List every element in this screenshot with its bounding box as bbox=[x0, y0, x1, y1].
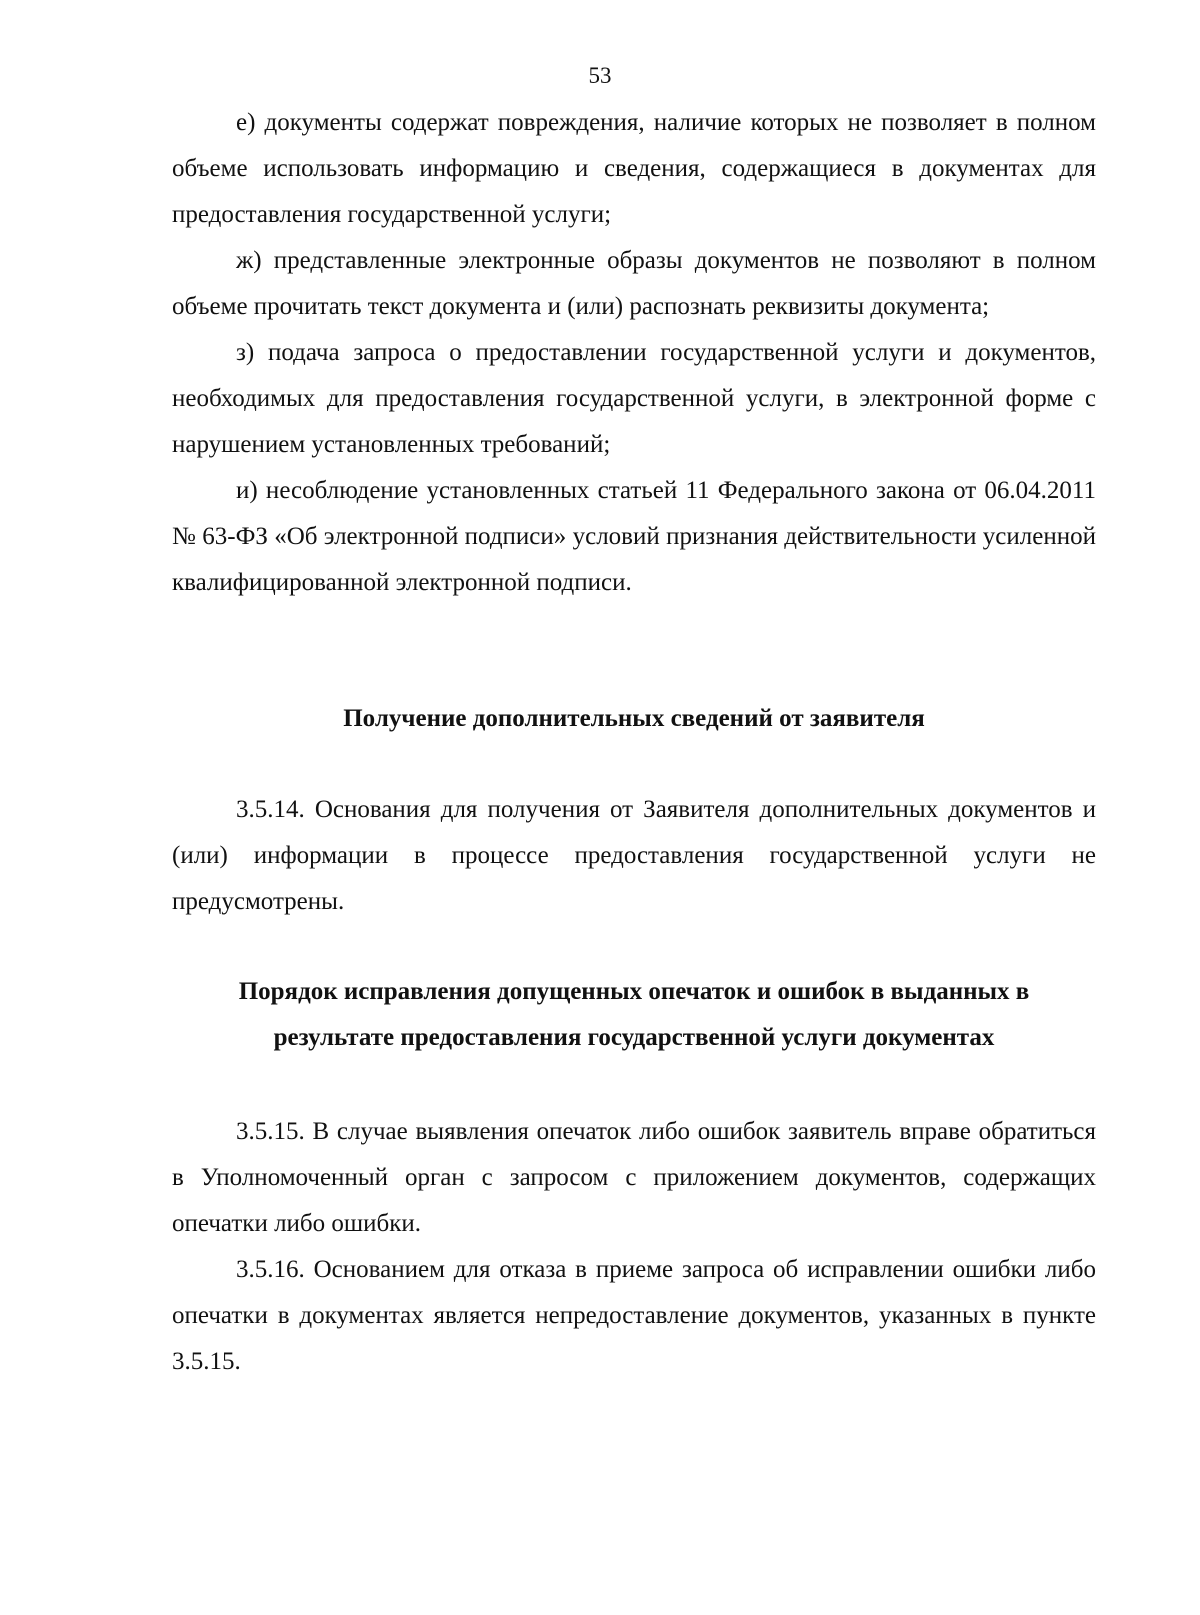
paragraph-3-5-14: 3.5.14. Основания для получения от Заявителя дополнительных документов и (или) информации в процессе предоставления государственной услуги не предусмотрены. bbox=[172, 796, 1096, 915]
paragraph-item-i: и) несоблюдение установленных статьей 11 Федерального закона от 06.04.2011 № 63-ФЗ «Об электронной подписи» условий признания действительности усиленной квалифицированной электронной подписи. bbox=[172, 477, 1096, 596]
section-additional-info-body bbox=[172, 787, 1096, 925]
paragraph-3-5-16: 3.5.16. Основанием для отказа в приеме запроса об исправлении ошибки либо опечатки в документах является непредоставление документов, указанных в пункте 3.5.15. bbox=[172, 1256, 1096, 1375]
paragraph-item-e: е) документы содержат повреждения, наличие которых не позволяет в полном объеме использовать информацию и сведения, содержащиеся в документах для предоставления государственной услуги; bbox=[172, 109, 1096, 228]
section-heading-corrections-line-1: Порядок исправления допущенных опечаток и ошибок в выданных в bbox=[238, 978, 1030, 1005]
section-heading-corrections bbox=[172, 969, 1096, 1061]
section-heading-additional-info: Получение дополнительных сведений от заявителя bbox=[343, 705, 925, 732]
paragraph-item-z: з) подача запроса о предоставлении государственной услуги и документов, необходимых для предоставления государственной услуги, в электронной форме с нарушением установленных требований; bbox=[172, 339, 1096, 458]
section-heading-corrections-line-2: результате предоставления государственной услуги документах bbox=[273, 1024, 995, 1051]
page-number: 53 bbox=[588, 63, 612, 88]
reasons-list bbox=[172, 100, 1096, 606]
section-corrections-body bbox=[172, 1109, 1096, 1385]
paragraph-3-5-15: 3.5.15. В случае выявления опечаток либо ошибок заявитель вправе обратиться в Уполномоченный орган с запросом с приложением документов, содержащих опечатки либо ошибки. bbox=[172, 1118, 1096, 1237]
paragraph-item-zh: ж) представленные электронные образы документов не позволяют в полном объеме прочитать текст документа и (или) распознать реквизиты документа; bbox=[172, 247, 1096, 320]
